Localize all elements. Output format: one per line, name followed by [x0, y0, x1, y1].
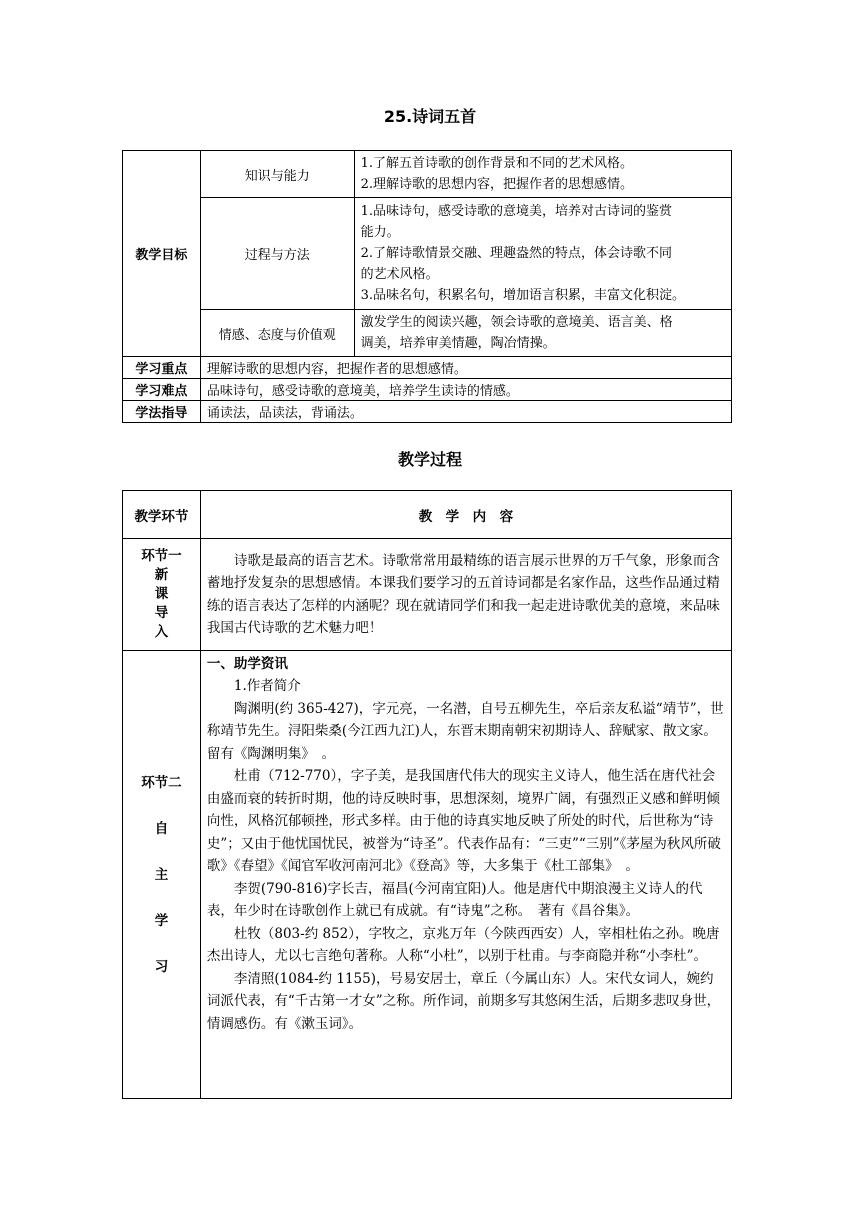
author-du-fu: 杜甫（712-770），字子美，是我国唐代伟大的现实主义诗人，他生活在唐代社会由盛而衰的转折时期，他的诗反映时事，思想深刻，境界广阔，有强烈正义感和鲜明倾向性，风格沉郁顿挫，形式多样。由于他的诗真实地反映了所处的时代，后世称为“诗史”；又由于他忧国忧民，被誉为“诗圣”。代表作品有：“三吏”“三别”《茅屋为秋风所破歌》《春望》《闻官军收河南河北》《登高》等，大多集于《杜工部集》 。: [206, 768, 721, 874]
header-step: 教学环节: [123, 491, 201, 539]
author-du-mu: 杜牧（803-约 852），字牧之，京兆万年（今陕西西安）人，宰相杜佑之孙。晚唐杰出诗人，尤以七言绝句著称。人称“小杜”，以别于杜甫。与李商隐并称“小李杜”。: [206, 925, 720, 964]
header-content: 教 学 内 容: [200, 491, 731, 539]
goal-label-process: 过程与方法: [200, 198, 354, 310]
difficulty-label: 学习难点: [123, 379, 201, 401]
step1-content: 诗歌是最高的语言艺术。诗歌常常用最精练的语言展示世界的万千气象，形象而含蓄地抒发复杂的思想感情。本课我们要学习的五首诗词都是名家作品，这些作品通过精练的语言表达了怎样的内涵呢？现在就请同学们和我一起走进诗歌优美的意境，来品味我国古代诗歌的艺术魅力吧！: [200, 539, 731, 651]
key-point-label: 学习重点: [123, 357, 201, 379]
subsection-heading: 1.作者简介: [233, 678, 301, 694]
key-point-text: 理解诗歌的思想内容，把握作者的思想感情。: [200, 357, 731, 379]
author-tao: 陶渊明(约 365-427)，字元亮，一名潜，自号五柳先生，卒后亲友私谥“靖节”，世称靖节先生。浔阳柴桑(今江西九江)人，东晋末期南朝宋初期诗人、辞赋家、散文家。留有《陶渊明集》 。: [206, 700, 724, 762]
process-table: [122, 490, 732, 1099]
goal-label-attitude: 情感、态度与价值观: [200, 310, 354, 357]
step2-label: 环节二 自 主 学 习: [123, 651, 201, 1099]
method-label: 学法指导: [123, 401, 201, 423]
author-li-he: 李贺(790-816)字长吉，福昌(今河南宜阳)人。他是唐代中期浪漫主义诗人的代表，年少时在诗歌创作上就已有成就。有“诗鬼”之称。 著有《昌谷集》。: [206, 880, 703, 919]
goal-content-attitude: 激发学生的阅读兴趣，领会诗歌的意境美、语言美、格 调美，培养审美情趣，陶冶情操。: [354, 310, 731, 357]
author-li-qingzhao: 李清照(1084-约 1155)，号易安居士，章丘（今属山东）人。宋代女词人，婉约词派代表，有“千古第一才女”之称。所作词，前期多写其悠闲生活，后期多悲叹身世，情调感伤。有《漱玉词》。: [206, 970, 721, 1032]
process-title: 教学过程: [397, 450, 462, 469]
difficulty-text: 品味诗句，感受诗歌的意境美，培养学生读诗的情感。: [200, 379, 731, 401]
step2-content: [200, 651, 731, 1099]
method-text: 诵读法，品读法，背诵法。: [200, 401, 731, 423]
section-heading: 一、助学资讯: [206, 656, 288, 672]
goal-content-knowledge: 1.了解五首诗歌的创作背景和不同的艺术风格。 2.理解诗歌的思想内容，把握作者的思想感情。: [354, 151, 731, 198]
goal-content-process: 1.品味诗句，感受诗歌的意境美，培养对古诗词的鉴赏 能力。 2.了解诗歌情景交融、理趣盎然的特点，体会诗歌不同 的艺术风格。 3.品味名句，积累名句，增加语言积累，丰富文化积淀。: [354, 198, 731, 310]
goals-table: [122, 150, 732, 423]
step1-label: 环节一 新 课 导 入: [123, 539, 201, 651]
goals-group-label: 教学目标: [123, 151, 201, 357]
goal-label-knowledge: 知识与能力: [200, 151, 354, 198]
page-title: 25.诗词五首: [383, 107, 477, 126]
